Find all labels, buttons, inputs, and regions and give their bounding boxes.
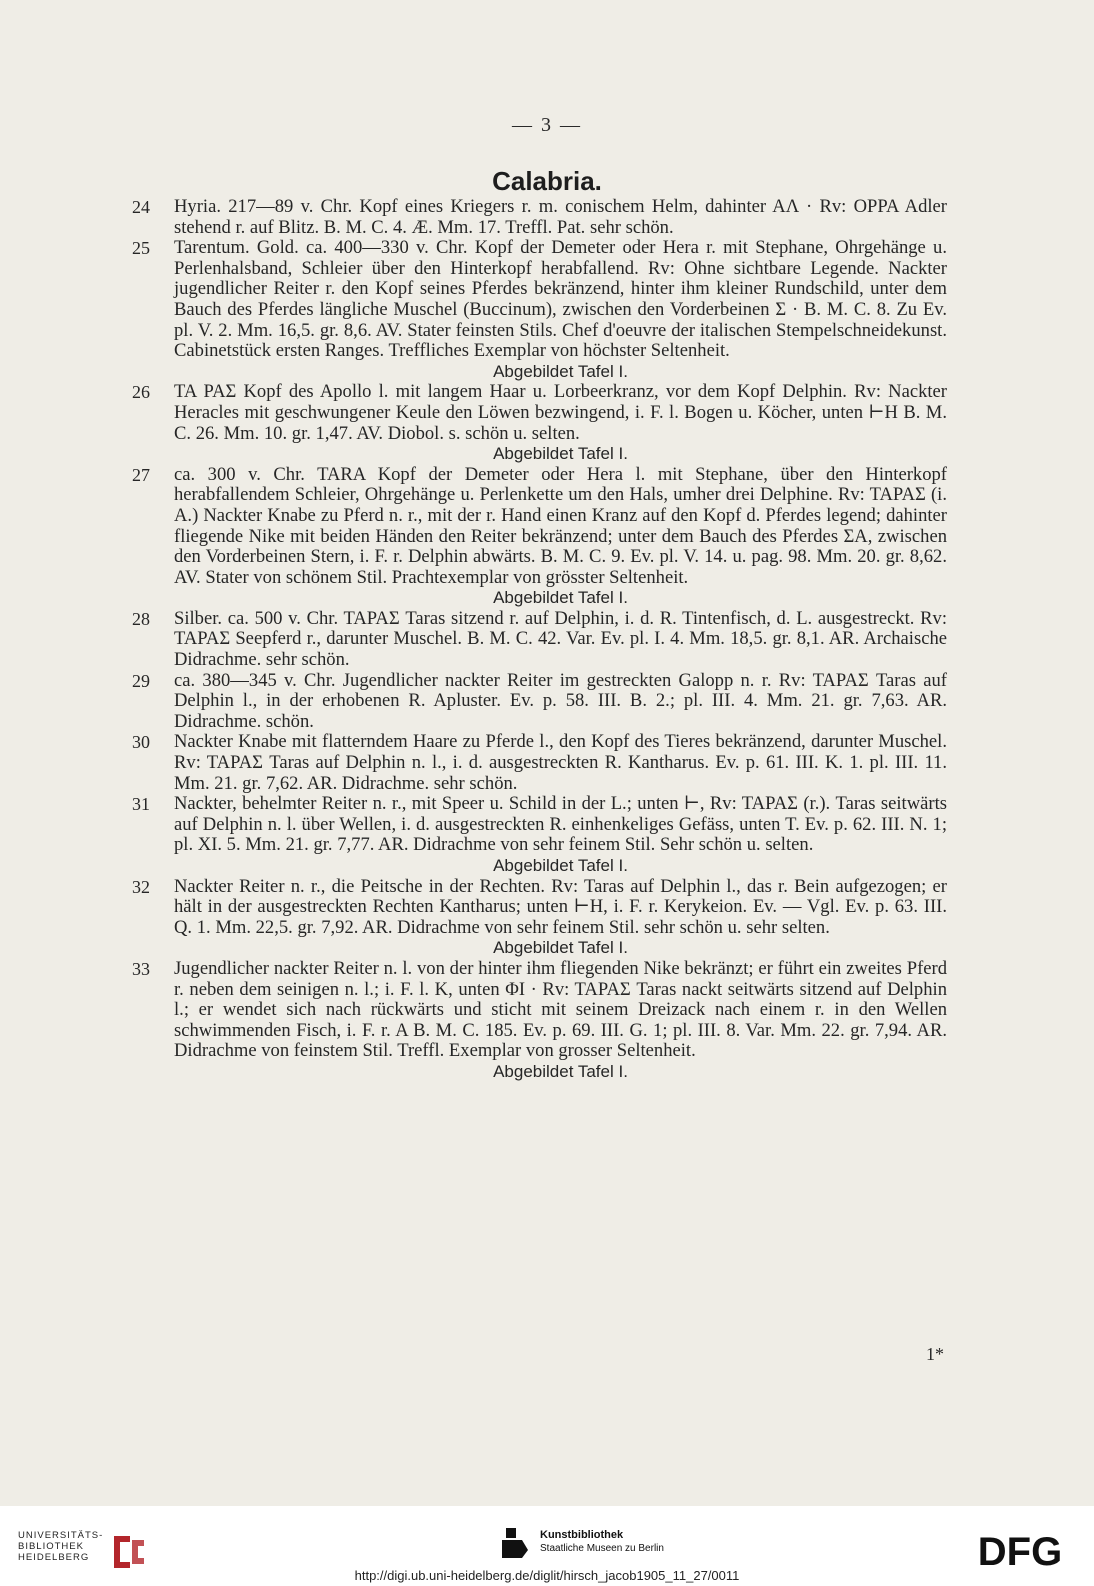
- catalogue-entry: [132, 238, 947, 362]
- entry-number: 33: [132, 958, 150, 979]
- catalogue-entries: [132, 197, 947, 1083]
- kunstbibliothek-subtitle: Staatliche Museen zu Berlin: [540, 1543, 664, 1554]
- catalogue-entry: [132, 794, 947, 856]
- entry-text: ca. 300 v. Chr. TARA Kopf der Demeter oder Hera l. mit Stephane, über den Hinterkopf herabfallendem Schleier, Ohrgehänge u. Perlenkette um den Hals, umher drei Delphine. Rv: TAPAΣ (i. A.) Nackter Knabe zu Pferd n. r., mit der r. Hand einen Kranz auf den Kopf d. Pferdes legend; dahinter fliegende Nike mit beiden Händen den Reiter bekränzend; unter dem Bauch des Pferdes ΣA, zwischen den Vorderbeinen Stern, i. F. r. Delphin abwärts. B. M. C. 9. Ev. pl. V. 14. u. pag. 98. Mm. 20. gr. 8,62. AV. Stater von schönem Stil. Prachtexemplar von grösster Seltenheit.: [174, 463, 947, 588]
- entry-number: 29: [132, 670, 150, 691]
- entry-number: 28: [132, 608, 150, 629]
- catalogue-entry: [132, 382, 947, 444]
- catalogue-entry: [132, 732, 947, 794]
- catalogue-entry: [132, 671, 947, 733]
- plate-reference: Abgebildet Tafel I.: [493, 588, 628, 608]
- dfg-logo[interactable]: [964, 1532, 1076, 1572]
- entry-number: 26: [132, 382, 150, 403]
- page-number: — 3 —: [512, 114, 582, 136]
- section-title: Calabria.: [492, 166, 602, 196]
- entry-text: Hyria. 217—89 v. Chr. Kopf eines Kriegers r. m. conischem Helm, dahinter AΛ · Rv: OPPA Adler stehend r. auf Blitz. B. M. C. 4. Æ. Mm. 17. Treffl. Pat. sehr schön.: [174, 196, 947, 238]
- entry-number: 31: [132, 794, 150, 815]
- catalogue-entry: [132, 609, 947, 671]
- catalogue-entry: [132, 197, 947, 238]
- entry-text: Silber. ca. 500 v. Chr. TAPAΣ Taras sitzend r. auf Delphin, i. d. R. Tintenfisch, d. L. ausgestreckt. Rv: TAPAΣ Seepferd r., darunter Muschel. B. M. C. 42. Var. Ev. pl. I. 4. Mm. 18,5. gr. 8,1. AR. Archaische Didrachme. sehr schön.: [174, 607, 947, 671]
- entry-text: TA PAΣ Kopf des Apollo l. mit langem Haar u. Lorbeerkranz, vor dem Kopf Delphin. Rv: Nackter Heracles mit geschwungener Keule den Löwen bezwingend, i. F. l. Bogen u. Köcher, unten ⊢H B. M. C. 26. Mm. 10. gr. 1,47. AV. Diobol. s. schön u. selten.: [174, 381, 947, 444]
- entry-text: Nackter Knabe mit flatterndem Haare zu Pferde l., den Kopf des Tieres bekränzend, darunter Muschel. Rv: TAPAΣ Taras auf Delphin n. l., i. d. ausgestreckten R. Kantharus. Ev. p. 61. III. K. 1. pl. III. 11. Mm. 21. gr. 7,62. AR. Didrachme. sehr schön.: [174, 731, 947, 794]
- signature-mark: 1*: [926, 1344, 944, 1364]
- plate-reference: Abgebildet Tafel I.: [493, 444, 628, 464]
- university-name: UNIVERSITÄTS- BIBLIOTHEK HEIDELBERG: [18, 1530, 104, 1563]
- plate-reference: Abgebildet Tafel I.: [493, 856, 628, 875]
- entry-text: Nackter, behelmter Reiter n. r., mit Speer u. Schild in der L.; unten ⊢, Rv: TAPAΣ (r.). Taras seitwärts auf Delphin n. l. über Wellen, i. d. ausgestreckten R. einhenkeliges Gefäss, unten T. Ev. p. 62. III. N. 1; pl. XI. 5. Mm. 21. gr. 7,77. AR. Didrachme von sehr feinem Stil. Sehr schön u. selten.: [174, 793, 947, 856]
- kunstbibliothek-emblem-icon: [500, 1526, 530, 1560]
- entry-text: Nackter Reiter n. r., die Peitsche in der Rechten. Rv: Taras auf Delphin l., das r. Bein aufgezogen; er hält in der ausgestreckten Rechten Kantharus; unten ⊢H, i. F. r. Kerykeion. Ev. — Vgl. Ev. p. 63. III. Q. 1. Mm. 22,5. gr. 7,92. AR. Didrachme von sehr feinem Stil. sehr schön u. sehr selten.: [174, 875, 947, 938]
- university-emblem-icon: [110, 1532, 148, 1572]
- catalogue-entry: [132, 465, 947, 589]
- entry-number: 24: [132, 197, 150, 217]
- svg-text:DFG: DFG: [977, 1532, 1063, 1572]
- entry-number: 30: [132, 732, 150, 753]
- kunstbibliothek-name: Kunstbibliothek: [540, 1529, 624, 1541]
- entry-text: Jugendlicher nackter Reiter n. l. von der hinter ihm fliegenden Nike bekränzt; er führt ein zweites Pferd r. neben dem seinigen n. l.; i. F. l. K, unten ΦI · Rv: TAPAΣ Taras nackt seitwärts sitzend auf Delphin l.; er wendet sich nach rückwärts und sticht mit seinem Dreizack nach einem r. in den Wellen schwimmenden Fisch, i. F. r. A B. M. C. 185. Ev. p. 69. III. G. 1; pl. III. 8. Var. Mm. 22. gr. 7,94. AR. Didrachme von feinstem Stil. Treffl. Exemplar von grosser Seltenheit.: [174, 957, 947, 1062]
- plate-reference: Abgebildet Tafel I.: [493, 361, 628, 381]
- entry-number: 27: [132, 464, 150, 485]
- catalogue-entry: [132, 877, 947, 939]
- entry-text: Tarentum. Gold. ca. 400—330 v. Chr. Kopf der Demeter oder Hera r. mit Stephane, Ohrgehänge u. Perlenhalsband, Schleier über den Hinterkopf herabfallend. Rv: Ohne sichtbare Legende. Nackter jugendlicher Reiter r. den Kopf seines Pferdes bekränzend, hinter ihm kleiner Rundschild, unter dem Bauch des Pferdes längliche Muschel (Buccinum), zwischen den Vorderbeinen Σ · B. M. C. 8. Zu Ev. pl. V. 2. Mm. 16,5. gr. 8,6. AV. Stater feinsten Stils. Chef d'oeuvre der italischen Stempelschneidekunst. Cabinetstück ersten Ranges. Treffliches Exemplar von höchster Seltenheit.: [174, 237, 947, 362]
- catalogue-entry: [132, 959, 947, 1062]
- plate-reference: Abgebildet Tafel I.: [493, 938, 628, 958]
- permalink-url[interactable]: http://digi.ub.uni-heidelberg.de/diglit/hirsch_jacob1905_11_27/0011: [354, 1568, 740, 1583]
- entry-number: 32: [132, 876, 150, 897]
- kunstbibliothek-logo[interactable]: [500, 1526, 700, 1566]
- entry-number: 25: [132, 238, 150, 259]
- viewer-footer: [0, 1506, 1094, 1586]
- plate-reference: Abgebildet Tafel I.: [493, 1061, 628, 1081]
- entry-text: ca. 380—345 v. Chr. Jugendlicher nackter Reiter im gestreckten Galopp n. r. Rv: TAPAΣ Taras auf Delphin l., in der erhobenen R. Apluster. Ev. p. 58. III. B. 2.; pl. III. 4. Mm. 21. gr. 7,63. AR. Didrachme. schön.: [174, 669, 947, 732]
